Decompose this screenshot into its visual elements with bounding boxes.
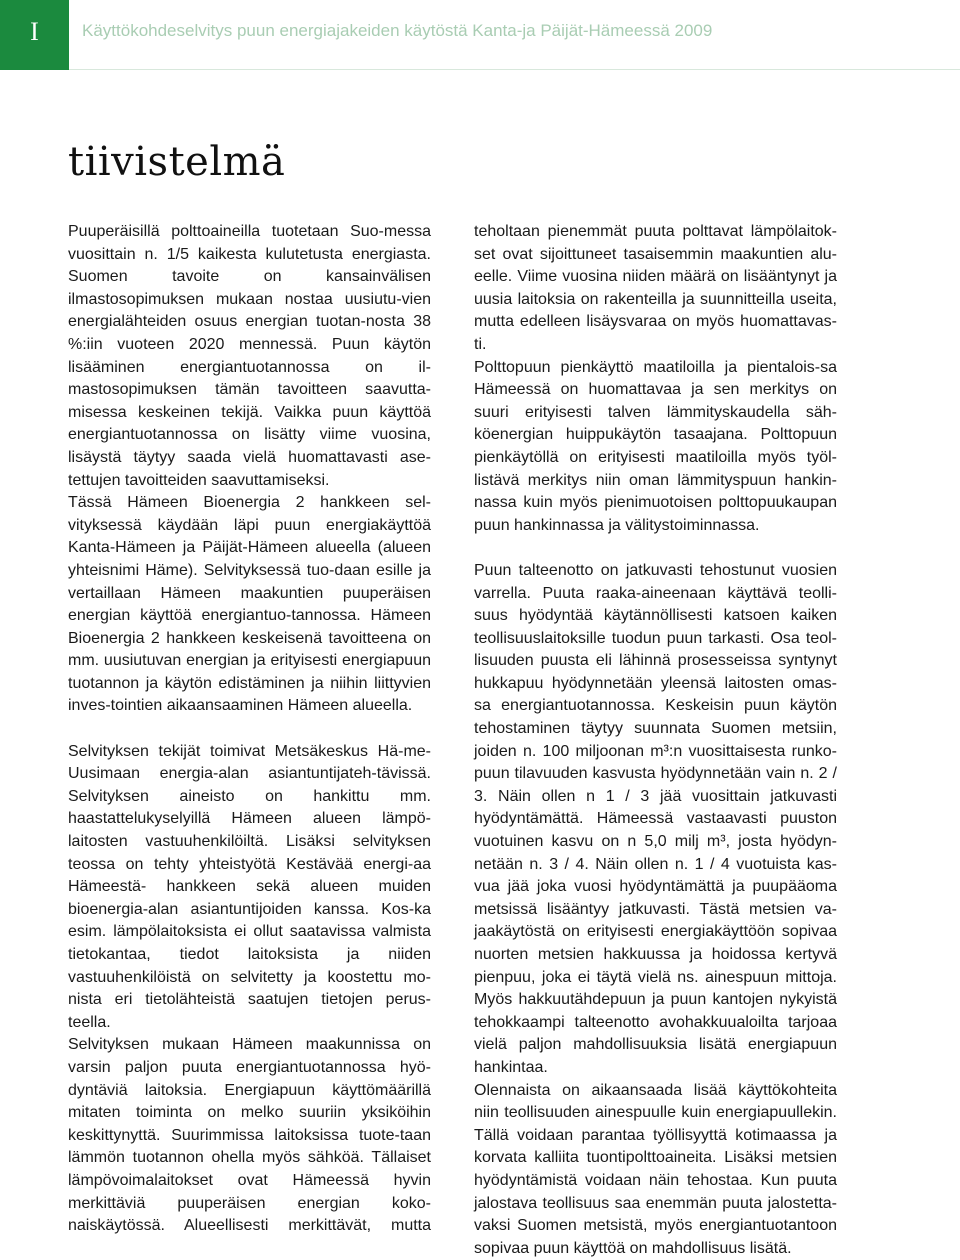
- paragraph-conclusion: Olennaista on aikaansaada lisää käyttökohteita niin teollisuuden ainespuulle kuin energiapuullekin. Tällä voidaan parantaa työllisyyttä kotimaassa ja korvata kalliita tuontipolttoaineita. Lisäksi metsien hyödyntämistä voidaan näin tehostaa. Kun puuta jalostava teollisuus saa enemmän puuta jalostetta-vaksi Suomen metsistä, myös energiantuotantoon sopivaa puun käyttöä on mahdollisuus lisätä.: [474, 1081, 837, 1257]
- paragraph-project: Tässä Hämeen Bioenergia 2 hankkeen sel-vityksessä käydään läpi puun energiakäyttöä Kanta-Hämeen ja Päijät-Hämeen alueella (alueen yhteisnimi Häme). Selvityksessä tuo-daan esille ja vertaillaan Hämeen maakuntien puuperäisen energian käyttöä energiantuo-tannossa. Hämeen Bioenergia 2 hankkeen keskeisenä tavoitteena on mm. uusiutuvan energian ja erityisesti energiapuun tuotannon ja käytön edistäminen ja niihin liittyvien inves-tointien aikaansaaminen Hämeen alueella.: [68, 494, 431, 715]
- paragraph-wood-recovery: Puun talteenotto on jatkuvasti tehostunut vuosien varrella. Puuta raaka-aineenaan käyttävä teolli-suus hyödyntää käytännöllisesti katsoen kaiken teollisuuslaitoksille tuodun puun tarkasti. Osa teol-lisuuden puusta eli lähinnä prosesseissa syntynyt hukkapuu hyödynnetään yleensä laitosten omas-sa energiantuotannossa. Keskeisin puun käytön tehostaminen täytyy suunnata Suomen metsiin, joiden n. 100 miljoonan m³:n vuosittaisesta runko-puun tilavuuden kasvusta hyödynnetään vain n. 2 / 3. Näin ollen n 1 / 3 jää vuosittain jatkuvasti hyödyntämättä. Hämeessä vastaavasti puuston vuotuinen kasvu on n 5,0 milj m³, josta hyödyn-netään n. 3 / 4. Näin ollen n. 1 / 4 vuotuista kas-vua jää joka vuosi hyödyntämättä ja puupääoma metsissä lisääntyy jatkuvasti. Tästä metsien va-jaakäytöstä on erityisesti energiakäyttöön sopivaa nuorten metsien hakkuussa ja hoidossa kertyvä pienpuu, joka ei täytä vielä ns. ainespuun mittoja. Myös hakkuutähdepuun ja puun kantojen nykyistä tehokkaampi talteenotto avohakkuualoilta tarjoaa vielä paljon mahdollisuuksia lisätä energiapuun hankintaa.: [474, 561, 837, 1076]
- page-title: tiivistelmä: [68, 139, 286, 185]
- left-column: [68, 221, 431, 1238]
- page-number: I: [30, 17, 39, 46]
- paragraph-heating-plants: teholtaan pienemmät puuta polttavat lämpölaitok-set ovat sijoittuneet tasaisemmin maakuntien alu-eelle. Viime vuosina niiden määrä on lisääntynyt ja uusia laitoksia on rakenteilla ja suunnitteilla useita, mutta edelleen lisäysvaraa on myös huomattavas-ti.: [474, 223, 837, 353]
- paragraph-results: Selvityksen mukaan Hämeen maakunnissa on varsin paljon puuta energiantuotannossa hyö-dyntäviä laitoksia. Energiapuun käyttömäärillä mitaten toiminta on melko suuriin yksiköihin keskittynyttä. Suurimmissa laitoksissa tuote-taan lämmön tuotannon ohella myös sähköä. Tällaiset lämpövoimalaitokset ovat Hämeessä hyvin merkittäviä puuperäisen energian koko-naiskäytössä. Alueellisesti merkittävät, mutta: [68, 1036, 431, 1235]
- paragraph-intro: Puuperäisillä polttoaineilla tuotetaan Suo-messa vuosittain n. 1/5 kaikesta kulutetusta energiasta. Suomen tavoite on kansainvälisen ilmastosopimuksen mukaan nostaa uusiutu-vien energialähteiden osuus energian tuotan-nosta 38 %:iin vuoteen 2020 mennessä. Puun käytön lisääminen energiantuotannossa on il-mastosopimuksen tämän tavoitteen saavutta-misessa keskeinen tekijä. Vaikka puun käyttöä energiantuotannossa on lisätty viime vuosina, lisäystä täytyy saada vielä huomattavasti ase-tettujen tavoitteiden saavuttamiseksi.: [68, 223, 431, 489]
- paragraph-firewood: Polttopuun pienkäyttö maatiloilla ja pientalois-sa Hämeessä on huomattavaa ja sen merkitys on suuri erityisesti talven lämmityskaudella säh-köenergian huippukäytön tasaajana. Polttopuun pienkäytöllä on erityisesti maatiloilla myös työl-listävä merkitys niin oman lämmityspuun hankin-nassa kuin myös pienimuotoisen polttopuukaupan puun hankinnassa ja välitystoiminnassa.: [474, 358, 837, 534]
- paragraph-authors: Selvityksen tekijät toimivat Metsäkeskus Hä-me-Uusimaan energia-alan asiantuntijateh-tävissä. Selvityksen aineisto on hankittu mm. haastattelukyselyillä Hämeen alueen lämpö-laitosten vastuuhenkilöiltä. Lisäksi selvityksen teossa on tehty yhteistyötä Kestävää energi-aa Hämeestä- hankkeen sekä alueen muiden bioenergia-alan asiantuntijoiden kanssa. Kos-ka esim. lämpölaitoksista ei ollut saatavissa valmista tietokantaa, tiedot laitoksista ja niiden vastuuhenkilöistä on selvitetty ja koostettu mo-nista eri tietolähteistä saatujen tietojen perus-teella.: [68, 742, 431, 1031]
- right-column: [474, 221, 837, 1260]
- running-head: Käyttökohdeselvitys puun energiajakeiden käytöstä Kanta-ja Päijät-Hämeessä 2009: [82, 21, 713, 40]
- header-rule: [69, 69, 960, 70]
